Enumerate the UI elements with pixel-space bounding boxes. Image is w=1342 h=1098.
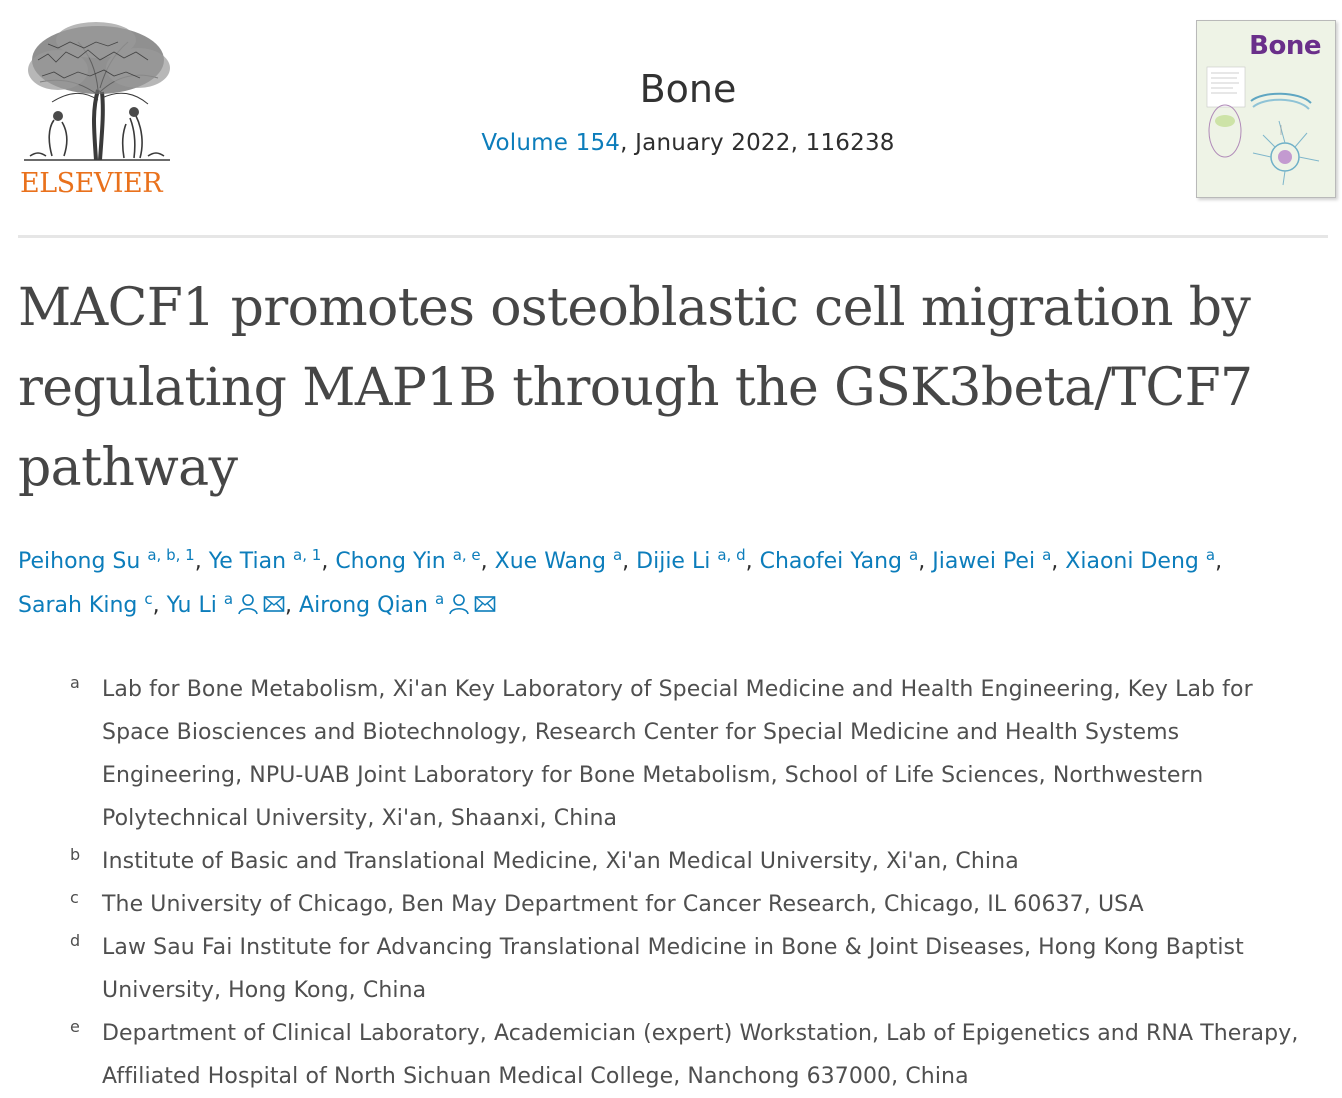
author-item	[18, 590, 167, 618]
author-item	[1065, 546, 1223, 574]
affiliation-label: c	[70, 888, 79, 907]
author-name-link[interactable]: Ye Tian	[208, 549, 287, 574]
author-affiliation-superscript[interactable]: a, 1	[293, 546, 322, 564]
affiliation-item	[66, 883, 1326, 926]
affiliation-item	[66, 926, 1326, 1012]
author-name-link[interactable]: Chong Yin	[335, 549, 446, 574]
issue-details: , January 2022, 116238	[620, 130, 895, 156]
author-separator: ,	[918, 549, 933, 574]
author-separator: ,	[152, 593, 167, 618]
author-item	[759, 546, 933, 574]
author-item	[299, 590, 496, 618]
author-name-link[interactable]: Sarah King	[18, 593, 138, 618]
author-affiliation-superscript[interactable]: c	[144, 590, 153, 608]
author-name-link[interactable]: Xue Wang	[494, 549, 606, 574]
email-icon[interactable]	[474, 587, 496, 609]
author-affiliation-superscript[interactable]: a	[223, 590, 234, 608]
journal-cover-image[interactable]	[1196, 20, 1336, 198]
affiliation-text: Department of Clinical Laboratory, Academician (expert) Workstation, Lab of Epigenetics and RNA Therapy, Affiliated Hospital of North Sichuan Medical College, Nanchong 637000, China	[102, 1021, 1299, 1089]
author-name-link[interactable]: Airong Qian	[299, 593, 428, 618]
author-item	[932, 546, 1066, 574]
elsevier-wordmark: ELSEVIER	[20, 168, 163, 199]
author-item	[18, 546, 209, 574]
affiliation-text: Lab for Bone Metabolism, Xi'an Key Laboratory of Special Medicine and Health Engineering, Key Lab for Space Biosciences and Biotechnology, Research Center for Special Medicine and Health Systems Engineering, NPU-UAB Joint Laboratory for Bone Metabolism, School of Life Sciences, Northwestern Polytechnical University, Xi'an, Shaanxi, China	[102, 677, 1253, 831]
person-icon[interactable]	[448, 587, 470, 609]
affiliation-text: Law Sau Fai Institute for Advancing Translational Medicine in Bone & Joint Diseases, Hong Kong Baptist University, Hong Kong, China	[102, 935, 1244, 1003]
article-title: MACF1 promotes osteoblastic cell migration by regulating MAP1B through the GSK3beta/TCF7 pathway	[18, 278, 1253, 498]
cover-illustration-icon	[1203, 61, 1329, 189]
header-divider	[18, 235, 1328, 238]
author-name-link[interactable]: Chaofei Yang	[759, 549, 903, 574]
affiliation-item	[66, 1012, 1326, 1098]
issue-line	[400, 130, 976, 156]
person-icon[interactable]	[237, 587, 259, 609]
author-name-link[interactable]: Jiawei Pei	[932, 549, 1036, 574]
affiliation-label: d	[70, 931, 81, 950]
affiliation-label: e	[70, 1017, 80, 1036]
author-item	[166, 590, 300, 618]
author-affiliation-superscript[interactable]: a	[909, 546, 919, 564]
author-name-link[interactable]: Peihong Su	[18, 549, 141, 574]
cover-journal-title: Bone	[1249, 31, 1321, 61]
author-separator: ,	[745, 549, 760, 574]
elsevier-logo[interactable]	[16, 20, 181, 200]
author-separator: ,	[1215, 549, 1223, 574]
affiliation-label: a	[70, 673, 80, 692]
journal-block	[400, 62, 976, 156]
author-item	[636, 546, 760, 574]
affiliation-list	[66, 668, 1326, 1098]
author-separator: ,	[321, 549, 336, 574]
affiliation-text: Institute of Basic and Translational Medicine, Xi'an Medical University, Xi'an, China	[102, 849, 1019, 874]
author-item	[208, 546, 336, 574]
author-separator: ,	[194, 549, 209, 574]
author-name-link[interactable]: Xiaoni Deng	[1065, 549, 1199, 574]
author-separator: ,	[1051, 549, 1066, 574]
author-affiliation-superscript[interactable]: a	[1042, 546, 1052, 564]
affiliation-item	[66, 840, 1326, 883]
journal-title-link[interactable]: Bone	[639, 67, 737, 111]
author-affiliation-superscript[interactable]: a	[612, 546, 623, 564]
affiliation-label: b	[70, 845, 81, 864]
author-separator: ,	[622, 549, 637, 574]
author-separator: ,	[285, 593, 300, 618]
email-icon[interactable]	[263, 587, 285, 609]
elsevier-tree-icon	[18, 20, 176, 170]
affiliation-text: The University of Chicago, Ben May Department for Cancer Research, Chicago, IL 60637, USA	[102, 892, 1144, 917]
author-affiliation-superscript[interactable]: a	[1205, 546, 1216, 564]
author-item	[494, 546, 637, 574]
affiliation-item	[66, 668, 1326, 840]
author-affiliation-superscript[interactable]: a	[435, 590, 445, 608]
author-name-link[interactable]: Dijie Li	[636, 549, 711, 574]
author-separator: ,	[480, 549, 495, 574]
author-item	[335, 546, 495, 574]
article-header	[0, 0, 1342, 240]
author-affiliation-superscript[interactable]: a, e	[452, 546, 481, 564]
author-affiliation-superscript[interactable]: a, d	[717, 546, 746, 564]
author-affiliation-superscript[interactable]: a, b, 1	[147, 546, 195, 564]
volume-link[interactable]: Volume 154	[481, 130, 621, 156]
author-name-link[interactable]: Yu Li	[166, 593, 217, 618]
author-list	[18, 540, 1318, 628]
